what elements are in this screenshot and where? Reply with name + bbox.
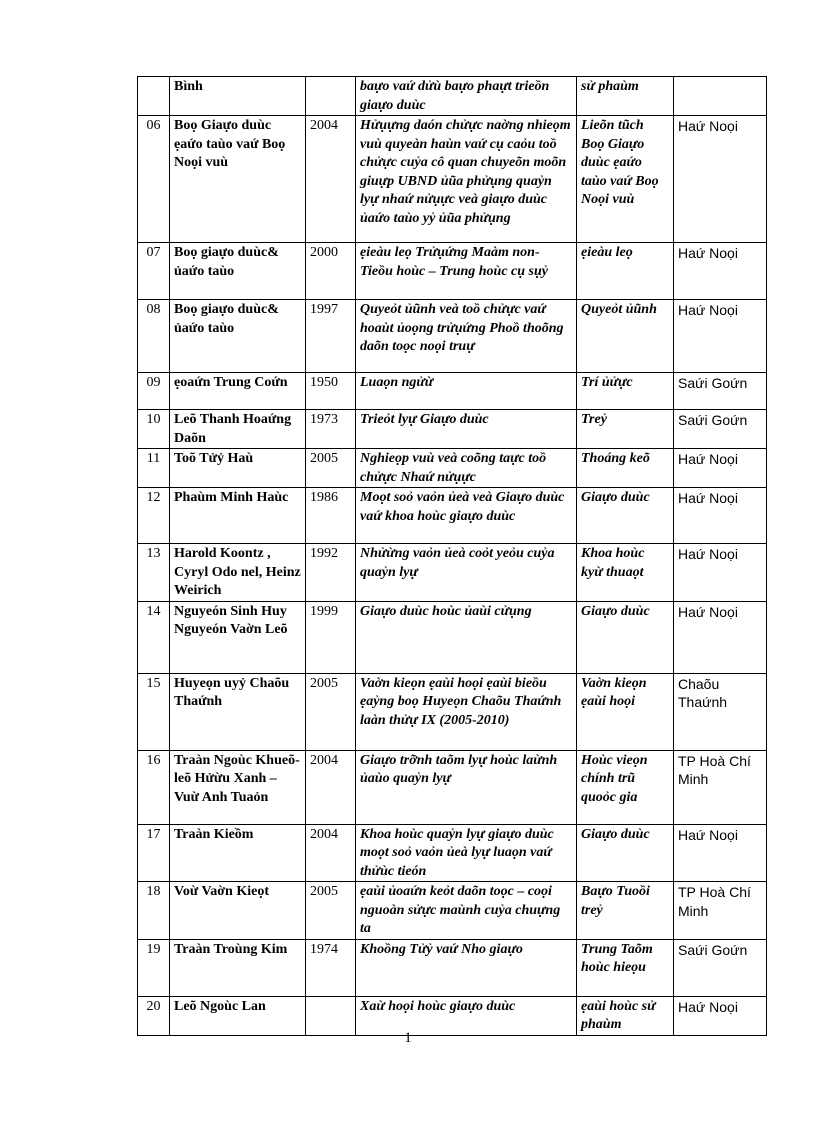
year-cell: 1950	[306, 373, 356, 410]
author-cell: Toõ Tửỷ Haù	[170, 449, 306, 488]
place-cell: Haứ Noọi	[674, 824, 767, 882]
title-cell: Moọt soỏ vaỏn ủeà veà Giaựo duùc vaứ khoa hoùc giaựo duùc	[356, 488, 577, 544]
table-row	[138, 410, 767, 449]
publisher-cell: ẹaùi hoùc sử phaùm	[577, 996, 674, 1035]
year-cell: 2000	[306, 243, 356, 300]
author-cell: Bình	[170, 77, 306, 116]
row-number: 17	[138, 824, 170, 882]
place-cell	[674, 77, 767, 116]
table-row	[138, 116, 767, 243]
title-cell: Trieỏt lyự Giaựo duùc	[356, 410, 577, 449]
table-row	[138, 243, 767, 300]
place-cell: Haứ Noọi	[674, 243, 767, 300]
author-cell: Nguyeón Sinh Huy Nguyeón Vaờn Leõ	[170, 601, 306, 673]
author-cell: ẹoaứn Trung Coứn	[170, 373, 306, 410]
title-cell: Khoồng Tửỷ vaứ Nho giaựo	[356, 939, 577, 996]
title-cell: ẹieàu leọ Trửụứng Maàm non- Tieồu hoùc – Trung hoùc cụ sụỷ	[356, 243, 577, 300]
row-number: 11	[138, 449, 170, 488]
reference-table-body	[138, 77, 767, 1036]
title-cell: Hửụựng daón chửực naờng nhieọm vuù quyeàn haùn vaứ cụ caỏu toồ chửực cuỷa cô quan chuyeõn moõn giuựp UBND ủũa phửụng quaỷn lyự nhaứ nửụực veà giaựo duùc ủaứo taùo yỷ ủũa phửụng	[356, 116, 577, 243]
author-cell: Boọ Giaựo duùc ẹaứo taùo vaứ Boọ Noọi vuù	[170, 116, 306, 243]
year-cell: 1973	[306, 410, 356, 449]
author-cell: Harold Koontz , Cyryl Odo nel, Heinz Weirich	[170, 544, 306, 602]
author-cell: Leõ Ngoùc Lan	[170, 996, 306, 1035]
publisher-cell: Giaựo duùc	[577, 824, 674, 882]
row-number: 06	[138, 116, 170, 243]
table-row	[138, 939, 767, 996]
publisher-cell: Vaờn kieọn ẹaùi hoọi	[577, 673, 674, 750]
table-row	[138, 824, 767, 882]
place-cell: Haứ Noọi	[674, 544, 767, 602]
publisher-cell: Trung Taõm hoùc hieọu	[577, 939, 674, 996]
row-number: 15	[138, 673, 170, 750]
year-cell	[306, 77, 356, 116]
table-row	[138, 601, 767, 673]
row-number: 19	[138, 939, 170, 996]
place-cell: Haứ Noọi	[674, 449, 767, 488]
row-number: 16	[138, 750, 170, 824]
place-cell: Haứ Noọi	[674, 601, 767, 673]
place-cell: Haứ Noọi	[674, 488, 767, 544]
author-cell: Traàn Ngoùc Khueõ- leõ Hửừu Xanh – Vuừ Anh Tuaỏn	[170, 750, 306, 824]
row-number: 10	[138, 410, 170, 449]
author-cell: Boọ giaựo duùc& ủaứo taùo	[170, 300, 306, 373]
title-cell: Luaọn ngửừ	[356, 373, 577, 410]
title-cell: Khoa hoùc quaỷn lyự giaựo duùc moọt soỏ vaỏn ủeà lyự luaọn vaứ thửùc tieón	[356, 824, 577, 882]
year-cell: 1992	[306, 544, 356, 602]
table-row	[138, 449, 767, 488]
row-number: 14	[138, 601, 170, 673]
place-cell: Saứi Goứn	[674, 939, 767, 996]
year-cell: 1999	[306, 601, 356, 673]
row-number: 12	[138, 488, 170, 544]
table-row	[138, 882, 767, 940]
author-cell: Huyeọn uyỷ Chaõu Thaứnh	[170, 673, 306, 750]
publisher-cell: ẹieàu leọ	[577, 243, 674, 300]
year-cell: 2004	[306, 824, 356, 882]
year-cell: 1974	[306, 939, 356, 996]
row-number: 20	[138, 996, 170, 1035]
year-cell: 1986	[306, 488, 356, 544]
place-cell: Saứi Goứn	[674, 410, 767, 449]
title-cell: Nghieọp vuù veà coõng taực toồ chửực Nhaứ nửụực	[356, 449, 577, 488]
page-number: 1	[404, 1030, 412, 1046]
row-number: 18	[138, 882, 170, 940]
year-cell: 2004	[306, 116, 356, 243]
table-row	[138, 488, 767, 544]
publisher-cell: sử phaùm	[577, 77, 674, 116]
title-cell: Nhửừng vaỏn ủeà coỏt yeỏu cuỷa quaỷn lyự	[356, 544, 577, 602]
publisher-cell: Giaựo duùc	[577, 488, 674, 544]
publisher-cell: Thoáng keõ	[577, 449, 674, 488]
table-row	[138, 77, 767, 116]
publisher-cell: Khoa hoùc kyừ thuaọt	[577, 544, 674, 602]
author-cell: Leõ Thanh Hoaứng Daõn	[170, 410, 306, 449]
year-cell: 1997	[306, 300, 356, 373]
place-cell: Haứ Noọi	[674, 300, 767, 373]
row-number: 08	[138, 300, 170, 373]
title-cell: Vaờn kieọn ẹaùi hoọi ẹaùi bieồu ẹaỷng boọ Huyeọn Chaõu Thaứnh laàn thửự IX (2005-2010)	[356, 673, 577, 750]
table-row	[138, 673, 767, 750]
publisher-cell: Quyeỏt ủũnh	[577, 300, 674, 373]
table-row	[138, 373, 767, 410]
title-cell: Giaựo trỡnh taõm lyự hoùc laừnh ủaùo quaỷn lyự	[356, 750, 577, 824]
title-cell: Xaừ hoọi hoùc giaựo duùc	[356, 996, 577, 1035]
author-cell: Traàn Kieồm	[170, 824, 306, 882]
publisher-cell: Hoùc vieọn chính trũ quoỏc gia	[577, 750, 674, 824]
row-number	[138, 77, 170, 116]
publisher-cell: Lieõn tũch Boọ Giaựo duùc ẹaứo taùo vaứ Boọ Noọi vuù	[577, 116, 674, 243]
publisher-cell: Treỷ	[577, 410, 674, 449]
year-cell: 2005	[306, 673, 356, 750]
title-cell: Quyeỏt ủũnh veà toồ chửực vaứ hoaùt ủoọng trửụứng Phoồ thoõng daõn toọc noọi truự	[356, 300, 577, 373]
place-cell: Haứ Noọi	[674, 996, 767, 1035]
row-number: 13	[138, 544, 170, 602]
title-cell: ẹaùi ủoaứn keỏt daõn toọc – coọi nguoàn sửực maùnh cuỷa chuựng ta	[356, 882, 577, 940]
place-cell: Saứi Goứn	[674, 373, 767, 410]
title-cell: baựo vaứ dửù baựo phaựt trieồn giaựo duùc	[356, 77, 577, 116]
row-number: 07	[138, 243, 170, 300]
year-cell: 2004	[306, 750, 356, 824]
publisher-cell: Giaựo duùc	[577, 601, 674, 673]
author-cell: Boọ giaựo duùc& ủaứo taùo	[170, 243, 306, 300]
place-cell: TP Hoà Chí Minh	[674, 882, 767, 940]
title-cell: Giaựo duùc hoùc ủaùi cửụng	[356, 601, 577, 673]
table-row	[138, 750, 767, 824]
place-cell: TP Hoà Chí Minh	[674, 750, 767, 824]
reference-table	[137, 76, 767, 1036]
table-row	[138, 300, 767, 373]
row-number: 09	[138, 373, 170, 410]
place-cell: Haứ Noọi	[674, 116, 767, 243]
author-cell: Phaùm Minh Haùc	[170, 488, 306, 544]
year-cell: 2005	[306, 449, 356, 488]
year-cell: 2005	[306, 882, 356, 940]
author-cell: Traàn Troùng Kim	[170, 939, 306, 996]
table-row	[138, 544, 767, 602]
publisher-cell: Baựo Tuoồi treỷ	[577, 882, 674, 940]
place-cell: Chaõu Thaứnh	[674, 673, 767, 750]
publisher-cell: Trí ủửực	[577, 373, 674, 410]
author-cell: Voừ Vaờn Kieọt	[170, 882, 306, 940]
